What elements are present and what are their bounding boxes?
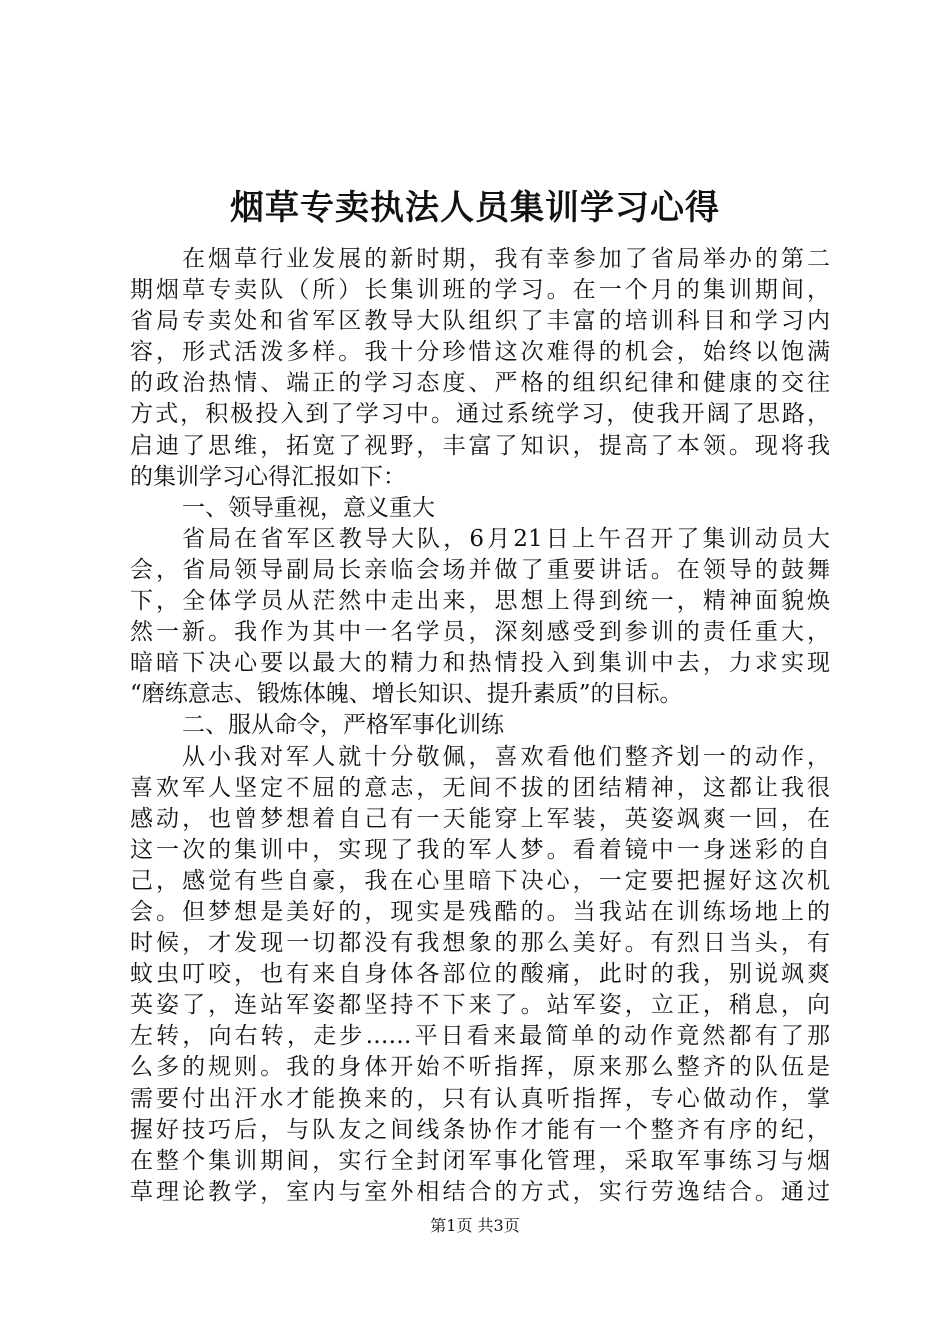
text-line: 启迪了思维，拓宽了视野，丰富了知识，提高了本领。现将我 (130, 432, 830, 459)
text-line: 二、服从命令，严格军事化训练 (182, 712, 504, 739)
text-line: 的集训学习心得汇报如下： (130, 463, 406, 490)
text-line: 的政治热情、端正的学习态度、严格的组织纪律和健康的交往 (130, 370, 830, 397)
text-line: 喜欢军人坚定不屈的意志，无间不拔的团结精神，这都让我很 (130, 774, 830, 801)
text-line: 在烟草行业发展的新时期，我有幸参加了省局举办的第二 (182, 246, 830, 272)
text-line: 容，形式活泼多样。我十分珍惜这次难得的机会，始终以饱满 (130, 339, 830, 366)
text-line: 从小我对军人就十分敬佩，喜欢看他们整齐划一的动作， (182, 743, 830, 770)
text-line: 方式，积极投入到了学习中。通过系统学习，使我开阔了思路， (130, 401, 830, 428)
text-line: 暗暗下决心要以最大的精力和热情投入到集训中去，力求实现 (130, 650, 830, 677)
text-line: 时候，才发现一切都没有我想象的那么美好。有烈日当头，有 (130, 930, 830, 957)
text-line: 一、领导重视，意义重大 (182, 494, 435, 521)
text-line: 会。但梦想是美好的，现实是残酷的。当我站在训练场地上的 (130, 898, 830, 925)
text-line: 然一新。我作为其中一名学员，深刻感受到参训的责任重大， (130, 619, 830, 646)
text-line: “磨练意志、锻炼体魄、增长知识、提升素质”的目标。 (130, 681, 683, 708)
text-line: 左转，向右转，走步……平日看来最简单的动作竟然都有了那 (130, 1023, 830, 1050)
text-line: 期烟草专卖队（所）长集训班的学习。在一个月的集训期间， (130, 277, 830, 304)
text-line: 下，全体学员从茫然中走出来，思想上得到统一，精神面貌焕 (130, 588, 830, 615)
text-line: 草理论教学，室内与室外相结合的方式，实行劳逸结合。通过 (130, 1178, 830, 1205)
text-line: 握好技巧后，与队友之间线条协作才能有一个整齐有序的纪， (130, 1116, 830, 1143)
text-line: 己，感觉有些自豪，我在心里暗下决心，一定要把握好这次机 (130, 867, 830, 894)
text-line: 英姿了，连站军姿都坚持不下来了。站军姿，立正，稍息，向 (130, 992, 830, 1019)
text-line: 感动，也曾梦想着自己有一天能穿上军装，英姿飒爽一回，在 (130, 805, 830, 832)
text-line: 蚊虫叮咬，也有来自身体各部位的酸痛，此时的我，别说飒爽 (130, 961, 830, 988)
text-line: 省局专卖处和省军区教导大队组织了丰富的培训科目和学习内 (130, 308, 830, 335)
page-number-footer: 第1页 共3页 (430, 1216, 520, 1235)
text-line: 需要付出汗水才能换来的，只有认真听指挥，专心做动作，掌 (130, 1085, 830, 1112)
text-line: 这一次的集训中，实现了我的军人梦。看着镜中一身迷彩的自 (130, 836, 830, 863)
text-line: 省局在省军区教导大队，6月21日上午召开了集训动员大 (182, 525, 830, 552)
text-line: 在整个集训期间，实行全封闭军事化管理，采取军事练习与烟 (130, 1147, 830, 1174)
text-line: 会，省局领导副局长亲临会场并做了重要讲话。在领导的鼓舞 (130, 556, 830, 583)
text-line: 么多的规则。我的身体开始不听指挥，原来那么整齐的队伍是 (130, 1054, 830, 1081)
page-title: 烟草专卖执法人员集训学习心得 (230, 188, 720, 228)
document-body (130, 244, 830, 1208)
